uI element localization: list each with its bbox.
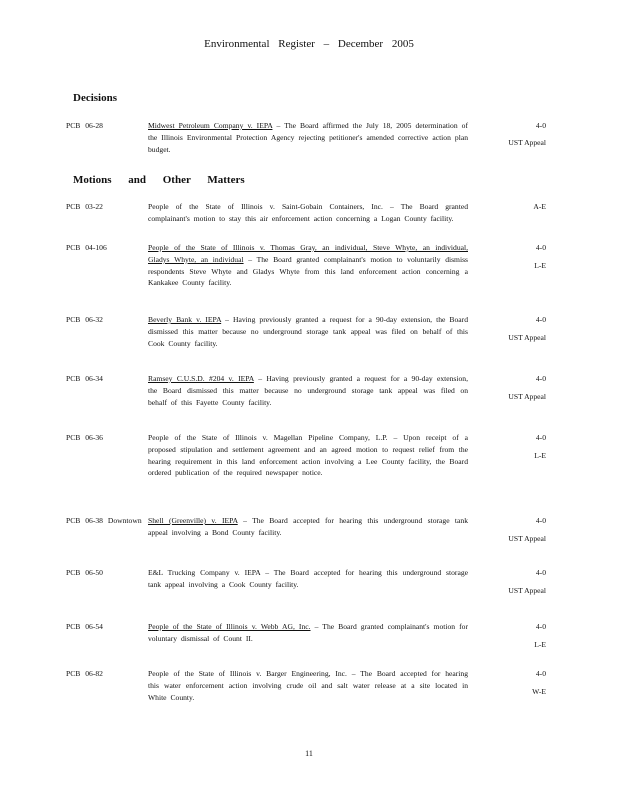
vote-count: 4-0 [535,243,546,252]
vote-count: 4-0 [535,622,546,631]
case-type: L-E [534,450,546,460]
entry-meta [466,242,546,272]
page-number: 11 [305,749,313,758]
entry-description [148,314,468,349]
entry-text: – The Board accepted for hearing this underground storage tank appeal involving a Bond County facility. [148,516,469,537]
case-title: People of the State of Illinois v. Thomas Gray, an individual, Steve Whyte, an individual, Gladys Whyte, an individual [148,243,468,264]
vote-count: 4-0 [535,669,546,678]
page-header: Environmental Register – December 2005 [204,38,414,50]
case-title: People of the State of Illinois v. Webb AG, Inc. [148,622,311,631]
entry-description [148,242,468,289]
vote-count: 4-0 [535,516,546,525]
vote-count: 4-0 [535,433,546,442]
vote-count: 4-0 [535,374,546,383]
case-type: UST Appeal [508,585,546,595]
entry-meta [466,515,546,545]
entry-text: – The Board affirmed the July 18, 2005 determination of the Illinois Environmental Protection Agency rejecting petitioner's amended corrective action plan budget. [148,121,468,154]
case-number: PCB 06-36 [66,433,103,442]
case-type: UST Appeal [508,391,546,401]
entry-description [148,621,468,645]
entry-text: E&L Trucking Company v. IEPA – The Board accepted for hearing this underground storage tank appeal involving a Cook County facility. [148,568,468,589]
section-heading-motions: Motions and Other Matters [73,174,245,186]
case-title: Ramsey C.U.S.D. #204 v. IEPA [148,374,254,383]
vote-count: 4-0 [535,568,546,577]
entry-text: – The Board granted complainant's motion to voluntarily dismiss respondents Steve Whyte and Gladys Whyte from this land enforcement action concerning a Kankakee County facility. [148,254,468,288]
entry-meta [466,120,546,149]
case-type: A-E [533,202,546,211]
entry-meta [466,373,546,403]
case-number: PCB 06-34 [66,374,103,383]
case-number: PCB 06-38 Downtown [66,516,142,525]
case-number: PCB 06-32 [66,315,103,324]
case-number: PCB 03-22 [66,202,103,211]
case-title: Shell (Greenville) v. IEPA [148,516,238,525]
entry-description [148,373,468,408]
entry-meta [466,432,546,462]
case-title: Midwest Petroleum Company v. IEPA [148,121,273,130]
entry-meta [466,668,546,698]
case-type: L-E [534,639,546,649]
case-type: L-E [534,260,546,270]
case-number: PCB 04-106 [66,243,107,252]
entry-text: People of the State of Illinois v. Barger Engineering, Inc. – The Board accepted for hearing this water enforcement action involving crude oil and salt water release at a site located in White County. [148,669,468,702]
case-number: PCB 06-50 [66,568,103,577]
entry-description [148,515,468,539]
entry-meta [466,567,546,597]
section-heading-decisions: Decisions [73,92,117,104]
case-type: UST Appeal [508,533,546,543]
entry-text: – The Board granted complainant's motion for voluntary dismissal of Count II. [148,622,468,643]
entry-meta [466,314,546,344]
entry-meta [466,621,546,651]
case-number: PCB 06-28 [66,121,103,130]
entry-text: – Having previously granted a request for a 90-day extension, the Board dismissed this matter because no underground storage tank appeal was filed on behalf of this Fayette County facility. [148,374,468,407]
entry-description [148,201,468,225]
case-type: UST Appeal [508,332,546,342]
case-number: PCB 06-82 [66,669,103,678]
case-type: UST Appeal [508,137,546,147]
entry-description [148,432,468,479]
entry-description [148,567,468,591]
entry-description [148,668,468,703]
case-title: Beverly Bank v. IEPA [148,315,222,324]
entry-description [148,120,468,155]
entry-text: – Having previously granted a request for a 90-day extension, the Board dismissed this matter because no underground storage tank appeal was filed on behalf of this Cook County facility. [148,315,468,348]
entry-meta [466,201,546,213]
case-number: PCB 06-54 [66,622,103,631]
case-type: W-E [532,686,546,696]
entry-text: People of the State of Illinois v. Saint-Gobain Containers, Inc. – The Board granted complainant's motion to stay this air enforcement action concerning a Logan County facility. [148,202,468,223]
entry-text: People of the State of Illinois v. Magellan Pipeline Company, L.P. – Upon receipt of a proposed stipulation and settlement agreement and an agreed motion to request relief from the hearing requirement in this land enforcement action involving a Lee County facility, the Board ordered publication of the required newspaper notice. [148,433,468,478]
vote-count: 4-0 [535,315,546,324]
vote-count: 4-0 [535,121,546,130]
